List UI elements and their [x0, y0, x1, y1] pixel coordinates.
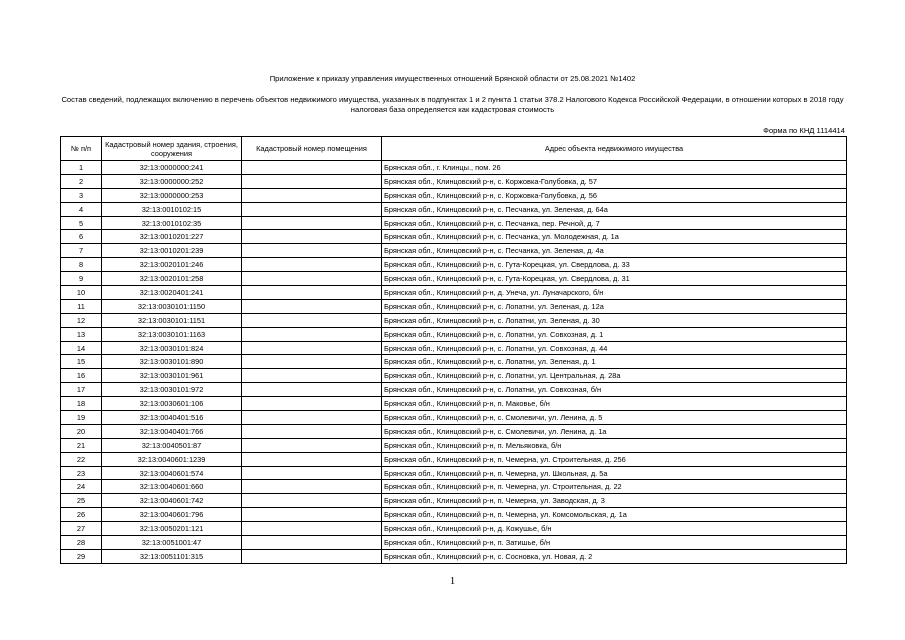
cell-number: 22	[61, 452, 102, 466]
table-row	[61, 230, 847, 244]
cell-address: Брянская обл., Клинцовский р-н, д. Унеча, ул. Луначарского, б/н	[382, 286, 847, 300]
table-row	[61, 411, 847, 425]
cell-building-cadastral: 32:13:0020101:246	[102, 258, 242, 272]
cell-premises-cadastral	[242, 341, 382, 355]
cell-premises-cadastral	[242, 272, 382, 286]
table-row	[61, 244, 847, 258]
table-row	[61, 313, 847, 327]
cell-premises-cadastral	[242, 355, 382, 369]
cell-premises-cadastral	[242, 327, 382, 341]
cell-number: 9	[61, 272, 102, 286]
cell-building-cadastral: 32:13:0051001:47	[102, 536, 242, 550]
table-row	[61, 480, 847, 494]
cell-building-cadastral: 32:13:0040601:1239	[102, 452, 242, 466]
cell-number: 24	[61, 480, 102, 494]
cell-premises-cadastral	[242, 161, 382, 175]
cell-number: 10	[61, 286, 102, 300]
form-code: Форма по КНД 1114414	[763, 126, 845, 135]
cell-number: 8	[61, 258, 102, 272]
cell-premises-cadastral	[242, 397, 382, 411]
cell-number: 5	[61, 216, 102, 230]
cell-premises-cadastral	[242, 466, 382, 480]
table-row	[61, 424, 847, 438]
table-row	[61, 508, 847, 522]
cell-building-cadastral: 32:13:0040501:87	[102, 438, 242, 452]
cell-number: 11	[61, 299, 102, 313]
cell-building-cadastral: 32:13:0030101:972	[102, 383, 242, 397]
cell-address: Брянская обл., Клинцовский р-н, с. Песчанка, ул. Зеленая, д. 64а	[382, 202, 847, 216]
cell-number: 4	[61, 202, 102, 216]
cell-building-cadastral: 32:13:0030101:824	[102, 341, 242, 355]
cell-address: Брянская обл., Клинцовский р-н, с. Коржовка-Голубовка, д. 56	[382, 188, 847, 202]
cell-address: Брянская обл., Клинцовский р-н, с. Гута-Корецкая, ул. Свердлова, д. 33	[382, 258, 847, 272]
page-number: 1	[449, 575, 456, 587]
cell-premises-cadastral	[242, 508, 382, 522]
cell-premises-cadastral	[242, 369, 382, 383]
cell-number: 19	[61, 411, 102, 425]
cell-building-cadastral: 32:13:0040401:516	[102, 411, 242, 425]
cell-address: Брянская обл., Клинцовский р-н, п. Маковье, б/н	[382, 397, 847, 411]
table-row	[61, 355, 847, 369]
cell-premises-cadastral	[242, 299, 382, 313]
cell-address: Брянская обл., г. Клинцы., пом. 26	[382, 161, 847, 175]
cell-building-cadastral: 32:13:0040601:574	[102, 466, 242, 480]
cell-building-cadastral: 32:13:0000000:252	[102, 174, 242, 188]
table-row	[61, 369, 847, 383]
appendix-caption: Приложение к приказу управления имущественных отношений Брянской области от 25.08.2021 №1402	[269, 74, 636, 83]
table-body	[61, 161, 847, 564]
header-building-cadastral: Кадастровый номер здания, строения, сооружения	[102, 137, 242, 161]
header-address: Адрес объекта недвижимого имущества	[382, 137, 847, 161]
cell-building-cadastral: 32:13:0030101:961	[102, 369, 242, 383]
cell-number: 28	[61, 536, 102, 550]
cell-premises-cadastral	[242, 230, 382, 244]
cell-number: 26	[61, 508, 102, 522]
cell-number: 16	[61, 369, 102, 383]
cell-number: 13	[61, 327, 102, 341]
cell-building-cadastral: 32:13:0030101:1151	[102, 313, 242, 327]
table-row	[61, 397, 847, 411]
cell-premises-cadastral	[242, 174, 382, 188]
cell-premises-cadastral	[242, 549, 382, 563]
cell-building-cadastral: 32:13:0030101:890	[102, 355, 242, 369]
cell-number: 17	[61, 383, 102, 397]
header-premises-cadastral: Кадастровый номер помещения	[242, 137, 382, 161]
cell-number: 15	[61, 355, 102, 369]
cell-number: 18	[61, 397, 102, 411]
cell-number: 21	[61, 438, 102, 452]
cell-address: Брянская обл., Клинцовский р-н, с. Песчанка, ул. Зеленая, д. 4а	[382, 244, 847, 258]
table-row	[61, 549, 847, 563]
cell-building-cadastral: 32:13:0051101:315	[102, 549, 242, 563]
cell-premises-cadastral	[242, 411, 382, 425]
cell-premises-cadastral	[242, 480, 382, 494]
cell-building-cadastral: 32:13:0030101:1163	[102, 327, 242, 341]
cell-premises-cadastral	[242, 202, 382, 216]
table-row	[61, 522, 847, 536]
cell-address: Брянская обл., Клинцовский р-н, с. Лопатни, ул. Совхозная, б/н	[382, 383, 847, 397]
cell-premises-cadastral	[242, 216, 382, 230]
cell-address: Брянская обл., Клинцовский р-н, п. Чемерна, ул. Строительная, д. 256	[382, 452, 847, 466]
cell-premises-cadastral	[242, 494, 382, 508]
cell-address: Брянская обл., Клинцовский р-н, с. Песчанка, пер. Речной, д. 7	[382, 216, 847, 230]
cell-address: Брянская обл., Клинцовский р-н, с. Смолевичи, ул. Ленина, д. 5	[382, 411, 847, 425]
cell-address: Брянская обл., Клинцовский р-н, п. Затишье, б/н	[382, 536, 847, 550]
cell-address: Брянская обл., Клинцовский р-н, с. Сосновка, ул. Новая, д. 2	[382, 549, 847, 563]
cell-number: 25	[61, 494, 102, 508]
cell-building-cadastral: 32:13:0020101:258	[102, 272, 242, 286]
cell-building-cadastral: 32:13:0040601:660	[102, 480, 242, 494]
cell-address: Брянская обл., Клинцовский р-н, с. Лопатни, ул. Совхозная, д. 1	[382, 327, 847, 341]
document-description: Состав сведений, подлежащих включению в перечень объектов недвижимого имущества, указанных в подпунктах 1 и 2 пункта 1 статьи 378.2 Налогового Кодекса Российской Федерации, в отношении которых в 2018 году налоговая база определяется как кадастровая стоимость	[61, 95, 844, 114]
cell-address: Брянская обл., Клинцовский р-н, с. Коржовка-Голубовка, д. 57	[382, 174, 847, 188]
cell-address: Брянская обл., Клинцовский р-н, д. Кожушье, б/н	[382, 522, 847, 536]
cell-building-cadastral: 32:13:0030101:1150	[102, 299, 242, 313]
cell-building-cadastral: 32:13:0010201:239	[102, 244, 242, 258]
header-number: № п/п	[61, 137, 102, 161]
cell-address: Брянская обл., Клинцовский р-н, с. Лопатни, ул. Зеленая, д. 12а	[382, 299, 847, 313]
cell-premises-cadastral	[242, 313, 382, 327]
table-row	[61, 536, 847, 550]
cell-number: 1	[61, 161, 102, 175]
cell-address: Брянская обл., Клинцовский р-н, с. Гута-Корецкая, ул. Свердлова, д. 31	[382, 272, 847, 286]
table-row	[61, 383, 847, 397]
table-row	[61, 494, 847, 508]
cell-premises-cadastral	[242, 286, 382, 300]
cell-building-cadastral: 32:13:0010102:35	[102, 216, 242, 230]
cell-address: Брянская обл., Клинцовский р-н, с. Лопатни, ул. Центральная, д. 28а	[382, 369, 847, 383]
cell-premises-cadastral	[242, 452, 382, 466]
table-row	[61, 272, 847, 286]
cell-number: 6	[61, 230, 102, 244]
table-row	[61, 286, 847, 300]
table-row	[61, 299, 847, 313]
table-row	[61, 258, 847, 272]
cell-address: Брянская обл., Клинцовский р-н, с. Песчанка, ул. Молодежная, д. 1а	[382, 230, 847, 244]
table-row	[61, 161, 847, 175]
cell-number: 29	[61, 549, 102, 563]
cell-building-cadastral: 32:13:0050201:121	[102, 522, 242, 536]
cell-number: 23	[61, 466, 102, 480]
cell-premises-cadastral	[242, 438, 382, 452]
cell-address: Брянская обл., Клинцовский р-н, п. Чемерна, ул. Комсомольская, д. 1а	[382, 508, 847, 522]
property-registry-table	[60, 136, 847, 564]
cell-address: Брянская обл., Клинцовский р-н, п. Чемерна, ул. Строительная, д. 22	[382, 480, 847, 494]
cell-building-cadastral: 32:13:0010201:227	[102, 230, 242, 244]
table-row	[61, 202, 847, 216]
cell-premises-cadastral	[242, 188, 382, 202]
table-row	[61, 327, 847, 341]
cell-premises-cadastral	[242, 258, 382, 272]
cell-building-cadastral: 32:13:0040401:766	[102, 424, 242, 438]
cell-address: Брянская обл., Клинцовский р-н, с. Смолевичи, ул. Ленина, д. 1а	[382, 424, 847, 438]
cell-address: Брянская обл., Клинцовский р-н, с. Лопатни, ул. Зеленая, д. 30	[382, 313, 847, 327]
table-row	[61, 188, 847, 202]
cell-premises-cadastral	[242, 383, 382, 397]
cell-number: 14	[61, 341, 102, 355]
cell-building-cadastral: 32:13:0030601:106	[102, 397, 242, 411]
cell-building-cadastral: 32:13:0020401:241	[102, 286, 242, 300]
table-row	[61, 174, 847, 188]
cell-number: 20	[61, 424, 102, 438]
cell-number: 7	[61, 244, 102, 258]
cell-address: Брянская обл., Клинцовский р-н, п. Чемерна, ул. Заводская, д. 3	[382, 494, 847, 508]
cell-premises-cadastral	[242, 536, 382, 550]
cell-number: 2	[61, 174, 102, 188]
cell-building-cadastral: 32:13:0000000:241	[102, 161, 242, 175]
table-row	[61, 452, 847, 466]
cell-premises-cadastral	[242, 522, 382, 536]
cell-premises-cadastral	[242, 244, 382, 258]
table-row	[61, 341, 847, 355]
cell-number: 27	[61, 522, 102, 536]
cell-address: Брянская обл., Клинцовский р-н, п. Мельяковка, б/н	[382, 438, 847, 452]
cell-address: Брянская обл., Клинцовский р-н, п. Чемерна, ул. Школьная, д. 5а	[382, 466, 847, 480]
cell-number: 12	[61, 313, 102, 327]
cell-number: 3	[61, 188, 102, 202]
cell-building-cadastral: 32:13:0040601:796	[102, 508, 242, 522]
table-row	[61, 466, 847, 480]
table-row	[61, 216, 847, 230]
table-header-row	[61, 137, 847, 161]
cell-building-cadastral: 32:13:0040601:742	[102, 494, 242, 508]
cell-building-cadastral: 32:13:0000000:253	[102, 188, 242, 202]
cell-premises-cadastral	[242, 424, 382, 438]
cell-address: Брянская обл., Клинцовский р-н, с. Лопатни, ул. Совхозная, д. 44	[382, 341, 847, 355]
cell-address: Брянская обл., Клинцовский р-н, с. Лопатни, ул. Зеленая, д. 1	[382, 355, 847, 369]
cell-building-cadastral: 32:13:0010102:15	[102, 202, 242, 216]
table-row	[61, 438, 847, 452]
